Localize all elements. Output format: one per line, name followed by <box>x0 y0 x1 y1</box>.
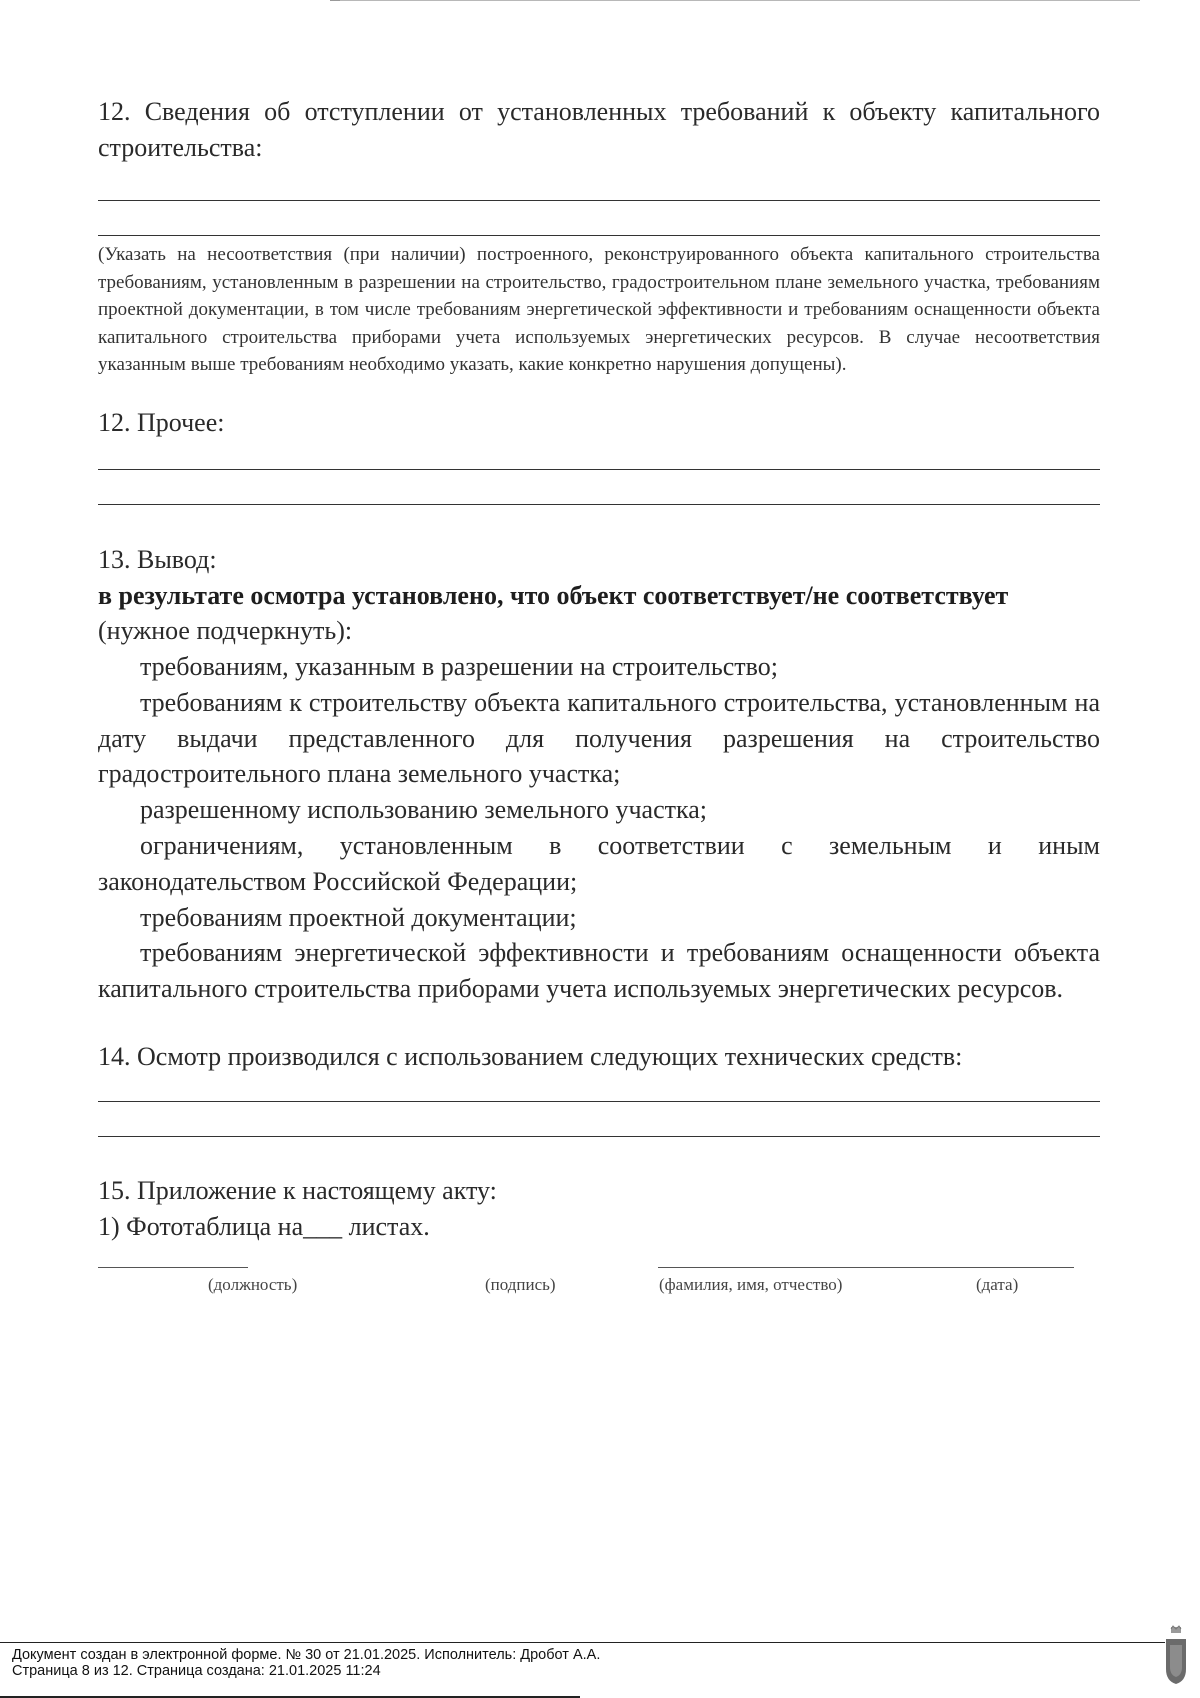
section-heading: 12. Прочее: <box>98 407 225 437</box>
section-heading: 13. Вывод: <box>98 544 217 574</box>
conclusion-item: разрешенному использованию земельного участка; <box>140 795 707 825</box>
signature-label: (подпись) <box>485 1275 556 1295</box>
conclusion-item: требованиям энергетической эффективности и требованиям оснащенности объекта капитального строительства приборами учета используемых энергетических ресурсов. <box>98 938 1100 1004</box>
conclusion-item: требованиям к строительству объекта капитального строительства, установленным на дату выдачи представленного для получения разрешения на строительство градостроительного плана земельного участка; <box>98 687 1100 789</box>
footer-line-2: Страница 8 из 12. Страница создана: 21.01.2025 11:24 <box>12 1663 381 1679</box>
instruction-note: (Указать на несоответствия (при наличии) построенного, реконструированного объекта капитального строительства требованиям, установленным в разрешении на строительство, градостроительном плане земельного участка, требованиям проектной документации, в том числе требованиям энергетической эффективности и требованиям оснащенности объекта капитального строительства приборами учета используемых энергетических ресурсов. В случае несоответствия указанным выше требованиям необходимо указать, какие конкретно нарушения допущены). <box>98 244 1100 375</box>
footer-divider <box>0 1642 1165 1643</box>
conclusion-item: требованиям проектной документации; <box>140 902 577 932</box>
position-label: (должность) <box>208 1275 298 1295</box>
conclusion-lead <box>98 578 1100 650</box>
fill-in-line <box>98 504 1100 505</box>
section-heading: 14. Осмотр производился с использованием следующих технических средств: <box>98 1042 963 1072</box>
date-label: (дата) <box>976 1275 1019 1295</box>
conclusion-item: ограничениям, установленным в соответствии с земельным и иным законодательством Российской Федерации; <box>98 831 1100 896</box>
section-other <box>98 405 1100 505</box>
section-deviations <box>98 94 1100 379</box>
coat-of-arms-icon <box>1164 1625 1188 1685</box>
attachment-item: 1) Фототаблица на___ листах. <box>98 1212 430 1242</box>
section-heading: 15. Приложение к настоящему акту: <box>98 1176 497 1206</box>
position-line <box>98 1267 248 1268</box>
document-page <box>98 94 1100 1327</box>
section-heading: 12. Сведения об отступлении от установленных требований к объекту капитального строительства: <box>98 97 1100 162</box>
page-top-border <box>340 0 1140 1</box>
conclusion-lead-note: (нужное подчеркнуть): <box>98 616 353 646</box>
section-conclusion <box>98 542 1100 1008</box>
conclusion-lead-bold: в результате осмотра установлено, что объект соответствует/не соответствует <box>98 580 1009 610</box>
section-attachments <box>98 1173 1100 1245</box>
name-label: (фамилия, имя, отчество) <box>659 1275 843 1295</box>
footer-line-1: Документ создан в электронной форме. № 30 от 21.01.2025. Исполнитель: Дробот А.А. <box>12 1647 601 1663</box>
conclusion-item: требованиям, указанным в разрешении на строительство; <box>140 652 778 682</box>
document-footer <box>12 1647 600 1679</box>
fill-in-line <box>98 1136 1100 1137</box>
signature-block <box>98 1267 1100 1327</box>
section-technical-means <box>98 1039 1100 1137</box>
date-line <box>926 1267 1074 1268</box>
